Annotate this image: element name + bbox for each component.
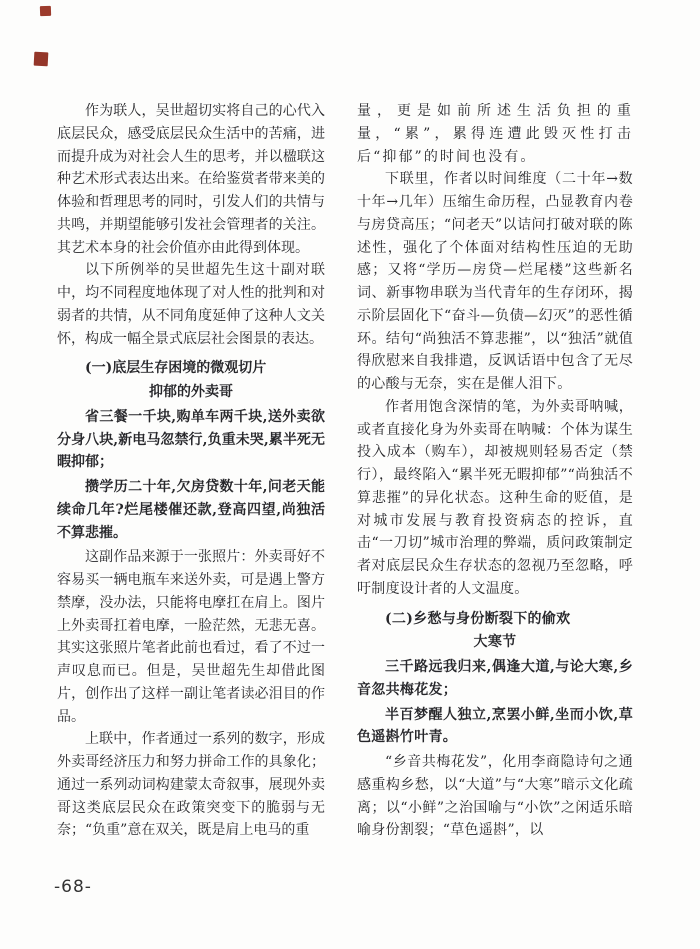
couplet-lower-line-2: 半百梦醒人独立,烹罢小鲜,坐而小饮,草色遥斟竹叶青。 (357, 706, 633, 746)
couplet-title-dahanjie: 大寒节 (473, 634, 517, 651)
couplet-upper-line-2: 三千路远我归来,偶逢大道,与论大寒,乡音忽共梅花发； (357, 659, 633, 698)
red-ink-mark-top (40, 6, 51, 16)
paragraph-upper-analysis: 上联中，作者通过一系列的数字，形成外卖哥经济压力和努力拼命工作的具象化；通过一系列动词构建蒙太奇叙事，展现外卖哥这类底层民众在政策突变下的脆弱与无奈；“负重”意在双关，既是肩上电马的重 (57, 731, 325, 839)
right-text-column (357, 100, 633, 842)
page-number: -68- (54, 877, 92, 897)
paragraph-continuation: 量，更是如前所述生活负担的重量，“累”，累得连遭此毁灭性打击后“抑郁”的时间也没有。 (357, 103, 633, 165)
couplet-title-waimaige: 抑郁的外卖哥 (149, 384, 233, 400)
section-heading-2: (二)乡愁与身份断裂下的偷欢 (385, 610, 571, 627)
left-text-column (57, 100, 325, 842)
couplet-upper-line: 省三餐一千块,购单车两千块,送外卖欲分身八块,新电马忽禁行,负重未哭,累半死无暇抑郁； (57, 408, 325, 471)
paragraph-photo-origin: 这副作品来源于一张照片：外卖哥好不容易买一辆电瓶车来送外卖，可是遇上警方禁摩，没办法，只能将电摩扛在肩上。图片上外卖哥扛着电摩，一脸茫然，无悲无喜。其实这张照片笔者此前也看过，看了不过一声叹息而已。但是，吴世超先生却借此图片，创作出了这样一副让笔者读必泪目的作品。 (57, 549, 325, 725)
paragraph-overview: 以下所例举的吴世超先生这十副对联中，均不同程度地体现了对人性的批判和对弱者的共情，从不同角度延伸了这种人文关怀，构成一幅全景式底层社会图景的表达。 (57, 262, 325, 347)
section-heading-1: (一)底层生存困境的微观切片 (85, 360, 267, 377)
paragraph-lower-analysis: 下联里，作者以时间维度（二十年→数十年→几年）压缩生命历程，凸显教育内卷与房贷高压；“问老天”以诘问打破对联的陈述性，强化了个体面对结构性压迫的无助感；又将“学历—房贷—烂尾楼”这些新名词、新事物串联为当代青年的生存闭环，揭示阶层固化下“奋斗—负债—幻灭”的恶性循环。结句“尚独活不算悲摧”，以“独活”就值得欣慰来自我排遣，反讽话语中包含了无尽的心酸与无奈，实在是催人泪下。 (357, 171, 633, 392)
paragraph-xiangyin-analysis: “乡音共梅花发”，化用李商隐诗句之通感重构乡愁，以“大道”与“大寒”暗示文化疏离；以“小鲜”之治国喻与“小饮”之闲适乐暗喻身份割裂；“草色遥斟”，以 (357, 754, 633, 839)
paragraph-author-voice: 作者用饱含深情的笔，为外卖哥呐喊，或者直接化身为外卖哥在呐喊：个体为谋生投入成本（购车），却被规则轻易否定（禁行），最终陷入“累半死无暇抑郁”“尚独活不算悲摧”的异化状态。这种生命的贬值，是对城市发展与教育投资病态的控诉，直击“一刀切”城市治理的弊端，质问政策制定者对底层民众生存状态的忽视乃至忽略，呼吁制度设计者的人文温度。 (357, 398, 633, 597)
red-ink-mark-lower (34, 52, 49, 67)
paragraph-intro: 作为联人，吴世超切实将自己的心代入底层民众，感受底层民众生活中的苦痛，进而提升成为对社会人生的思考，并以楹联这种艺术形式表达出来。在给鉴赏者带来美的体验和哲理思考的同时，引发人们的共情与共鸣，并期望能够引发社会管理者的关注。其艺术本身的社会价值亦由此得到体现。 (57, 103, 325, 256)
couplet-lower-line: 攒学历二十年,欠房贷数十年,问老天能续命几年?烂尾楼催还款,登高四望,尚独活不算悲摧。 (57, 479, 325, 541)
